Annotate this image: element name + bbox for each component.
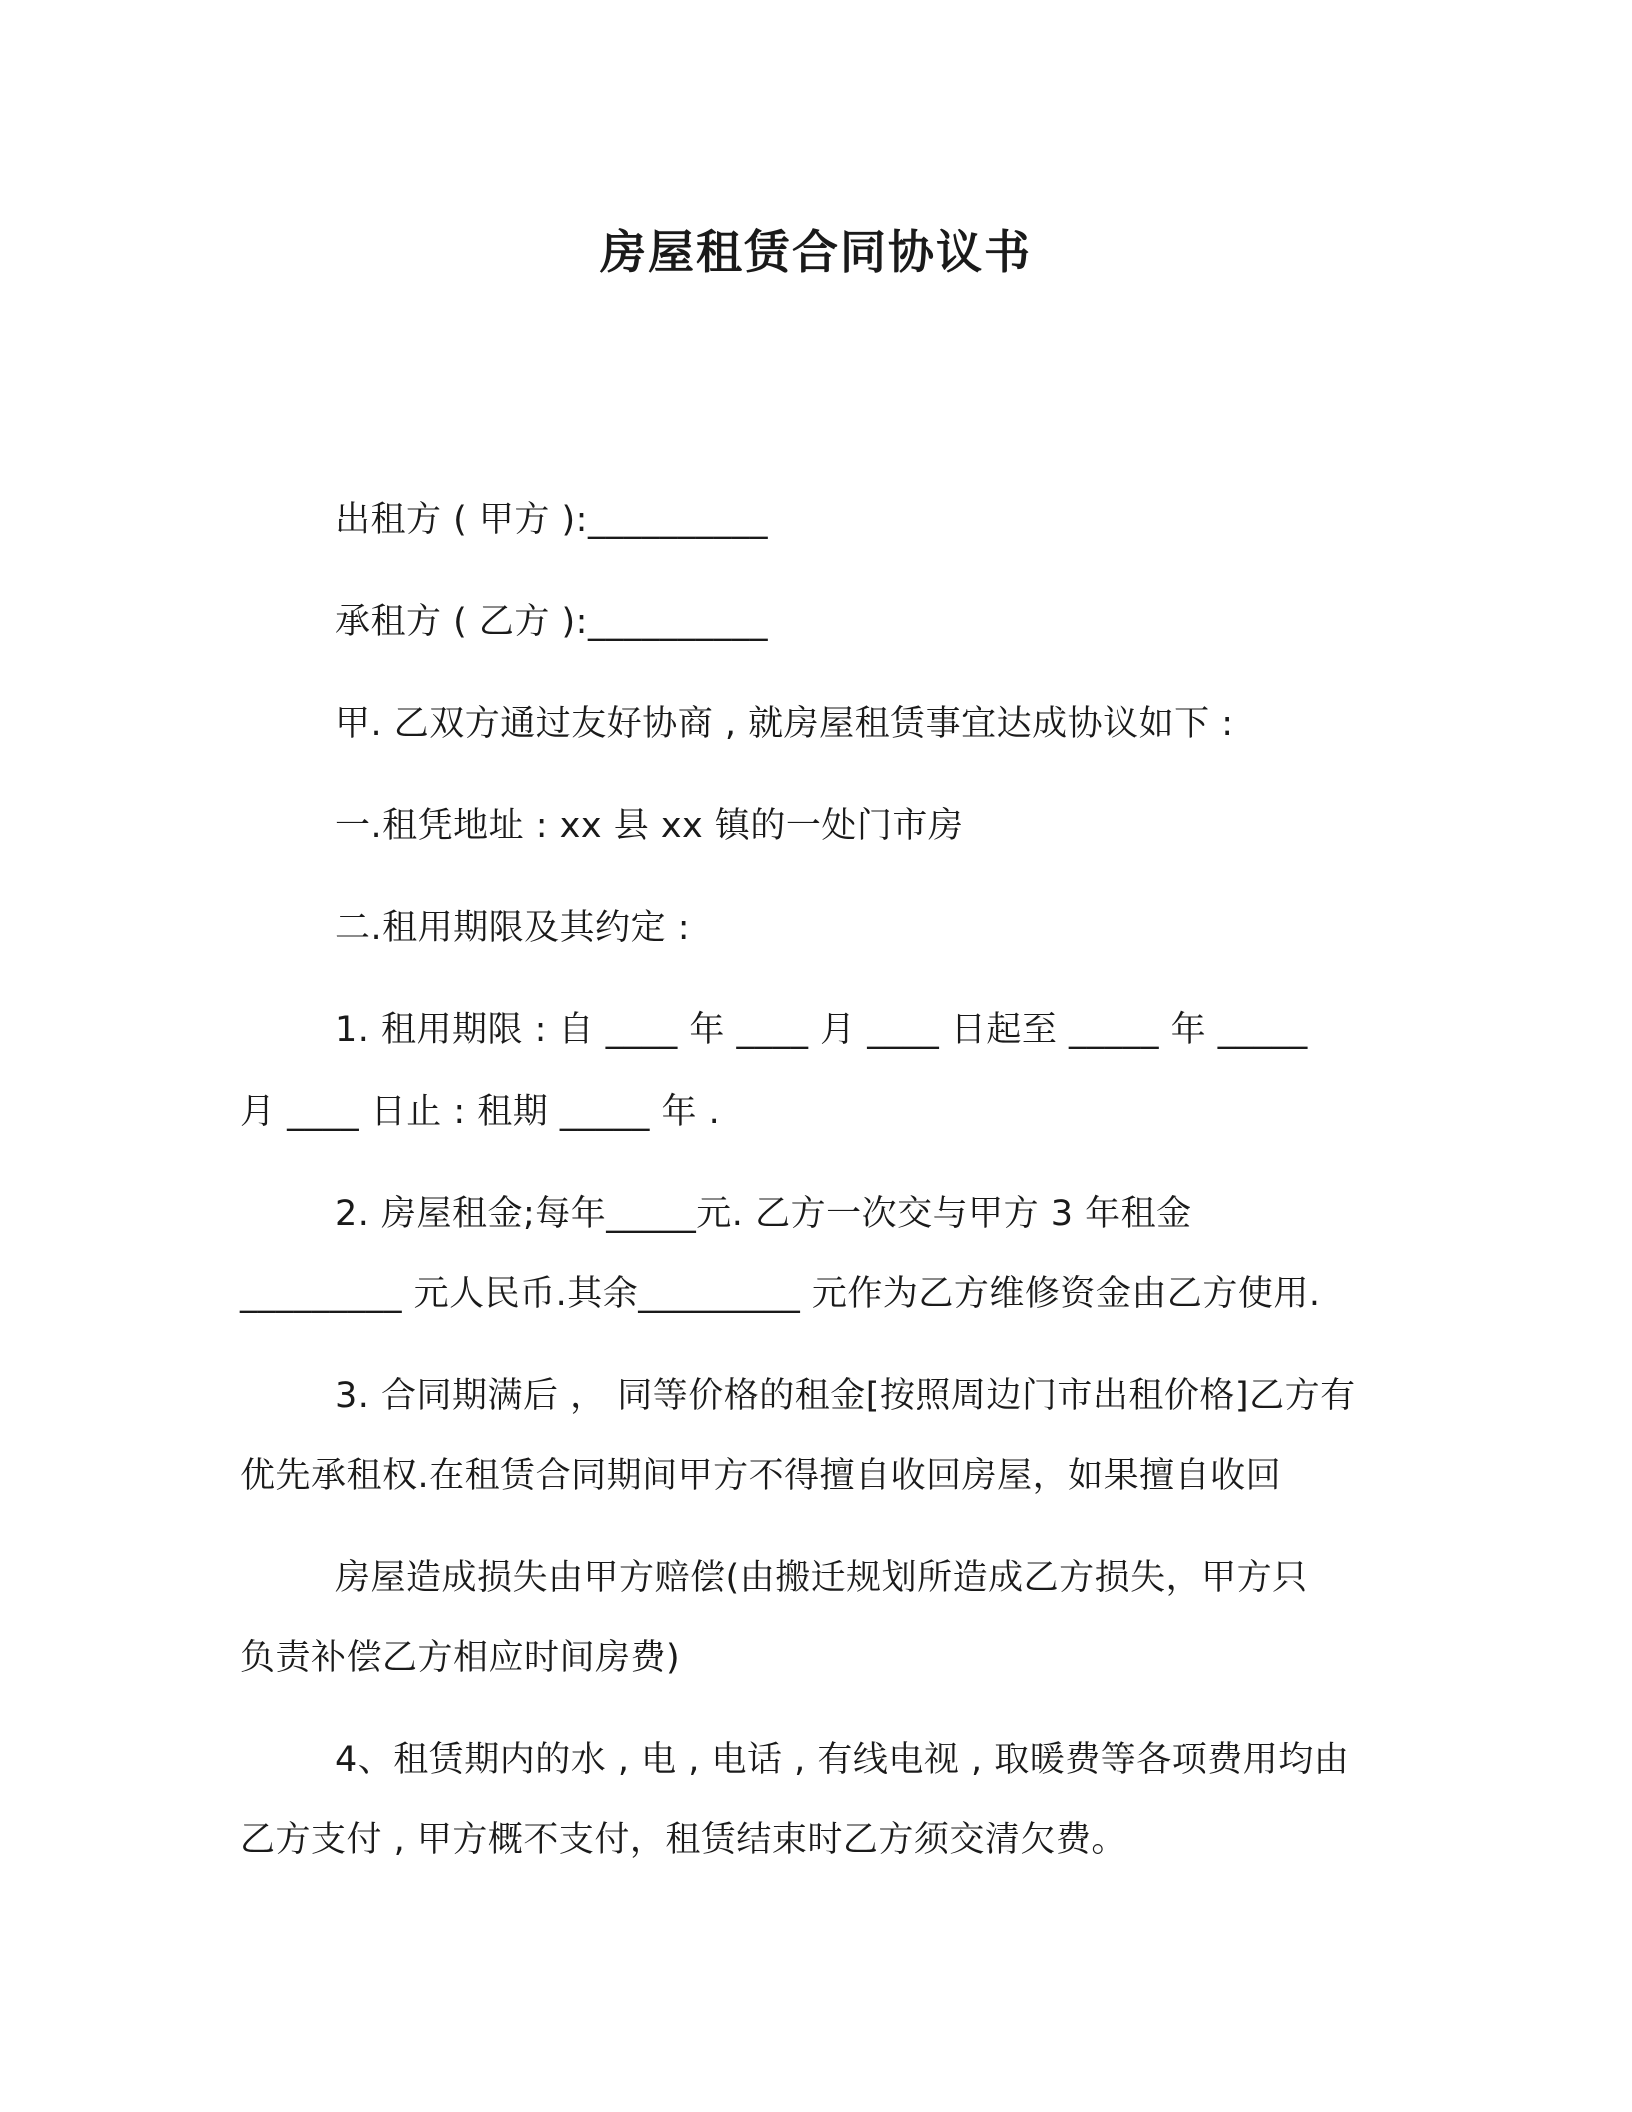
lessee-line: 承租方 ( 乙方 ):__________ xyxy=(335,602,768,642)
item-1-line-1: 1. 租用期限 : 自 ____ 年 ____ 月 ____ 日起至 _____ 年 _____ xyxy=(335,1010,1308,1050)
document-title: 房屋租赁合同协议书 xyxy=(600,225,1032,279)
clause-1-address: 一.租凭地址 : xx 县 xx 镇的一处门市房 xyxy=(335,806,964,846)
item-2-line-1: 2. 房屋租金;每年_____元. 乙方一次交与甲方 3 年租金 xyxy=(335,1194,1192,1234)
item-3-line-1: 3. 合同期满后 ， 同等价格的租金[按照周边门市出租价格]乙方有 xyxy=(335,1376,1356,1416)
clause-2-heading: 二.租用期限及其约定 : xyxy=(335,908,691,948)
item-3-line-3: 房屋造成损失由甲方赔偿(由搬迁规划所造成乙方损失，甲方只 xyxy=(335,1558,1308,1598)
item-4-line-1: 4、租赁期内的水 , 电 , 电话 , 有线电视 , 取暖费等各项费用均由 xyxy=(335,1740,1350,1780)
item-2-line-2: _________ 元人民币.其余_________ 元作为乙方维修资金由乙方使用. xyxy=(240,1274,1321,1314)
agreement-intro: 甲. 乙双方通过友好协商 , 就房屋租赁事宜达成协议如下 : xyxy=(335,704,1234,744)
item-3-line-4: 负责补偿乙方相应时间房费) xyxy=(240,1638,681,1678)
item-4-line-2: 乙方支付 , 甲方概不支付，租赁结束时乙方须交清欠费。 xyxy=(240,1820,1127,1860)
lessor-line: 出租方 ( 甲方 ):__________ xyxy=(335,500,768,540)
item-1-line-2: 月 ____ 日止 : 租期 _____ 年 . xyxy=(240,1092,721,1132)
item-3-line-2: 优先承租权.在租赁合同期间甲方不得擅自收回房屋，如果擅自收回 xyxy=(240,1456,1282,1496)
